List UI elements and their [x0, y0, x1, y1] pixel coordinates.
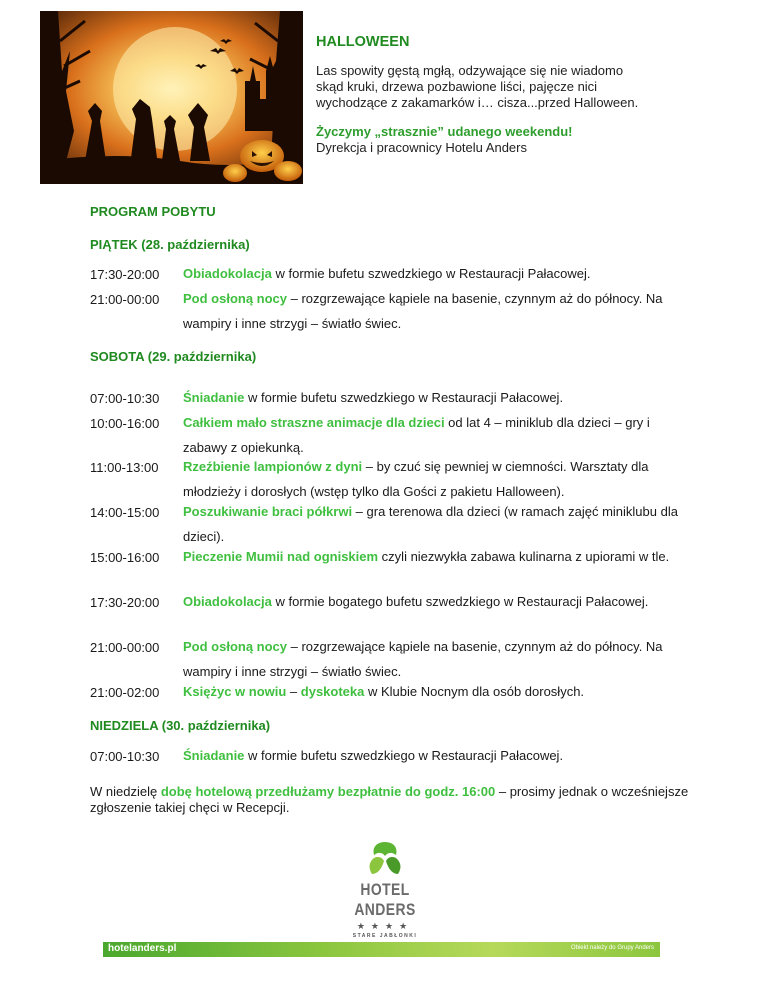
event-description — [183, 545, 683, 570]
program-title: PROGRAM POBYTU — [90, 204, 216, 219]
day-heading-sunday: NIEDZIELA (30. października) — [90, 718, 271, 733]
event-highlight: Obiadokolacja — [183, 266, 272, 281]
event-highlight: Całkiem mało straszne animacje dla dzieci — [183, 415, 445, 430]
event-highlight: Poszukiwanie braci półkrwi — [183, 504, 353, 519]
day-heading-saturday: SOBOTA (29. października) — [90, 349, 257, 364]
event-detail: w Klubie Nocnym dla osób dorosłych. — [364, 684, 585, 699]
event-description — [183, 455, 683, 504]
event-time: 14:00-15:00 — [90, 505, 160, 520]
event-description — [183, 680, 683, 705]
event-description — [183, 500, 683, 549]
event-detail: w formie bufetu szwedzkiego w Restauracji Pałacowej. — [244, 390, 564, 405]
event-time: 07:00-10:30 — [90, 391, 160, 406]
event-time: 21:00-00:00 — [90, 292, 160, 307]
checkout-note — [90, 784, 690, 816]
event-detail: – rozgrzewające kąpiele na basenie, czynnym aż do północy. Na wampiry i inne strzygi – światło świec. — [183, 291, 663, 331]
footer-bar — [103, 942, 660, 957]
event-detail: – by czuć się pewniej w ciemności. Warsztaty dla młodzieży i dorosłych (wstęp tylko dla Gości z pakietu Halloween). — [183, 459, 649, 499]
event-highlight: Pieczenie Mumii nad ogniskiem — [183, 549, 379, 564]
intro-line: Las spowity gęstą mgłą, odzywające się nie wiadomo — [316, 63, 624, 78]
event-highlight: Pod osłoną nocy — [183, 639, 288, 654]
event-time: 10:00-16:00 — [90, 416, 160, 431]
intro-line: wychodzące z zakamarków i… cisza...przed Halloween. — [316, 95, 639, 110]
event-detail: od lat 4 – miniklub dla dzieci – gry i zabawy z opiekunką. — [183, 415, 650, 455]
signature-text: Dyrekcja i pracownicy Hotelu Anders — [316, 140, 527, 155]
footer-group-text: Obiekt należy do Grupy Anders — [570, 945, 654, 951]
event-time: 21:00-00:00 — [90, 640, 160, 655]
day-heading-friday: PIĄTEK (28. października) — [90, 237, 250, 252]
intro-line: skąd kruki, drzewa pozbawione liści, pajęcze nici — [316, 79, 598, 94]
hotel-logo — [325, 840, 445, 939]
event-description — [183, 287, 683, 336]
event-time: 17:30-20:00 — [90, 267, 160, 282]
event-time: 07:00-10:30 — [90, 749, 160, 764]
event-detail: w formie bufetu szwedzkiego w Restauracji Pałacowej. — [271, 266, 591, 281]
event-detail: w formie bufetu szwedzkiego w Restauracji Pałacowej. — [244, 748, 564, 763]
hotel-anders-leaf-logo-icon — [366, 840, 404, 878]
footer-website-link[interactable]: hotelanders.pl — [108, 943, 177, 954]
event-highlight: Księżyc w nowiu — [183, 684, 287, 699]
event-time: 17:30-20:00 — [90, 595, 160, 610]
page-title: HALLOWEEN — [316, 34, 410, 50]
event-description — [183, 386, 683, 411]
event-time: 21:00-02:00 — [90, 685, 160, 700]
event-highlight: Obiadokolacja — [183, 594, 272, 609]
note-prefix: W niedzielę — [90, 784, 161, 799]
hotel-name: HOTEL ANDERS — [354, 880, 416, 919]
event-detail: – rozgrzewające kąpiele na basenie, czynnym aż do północy. Na wampiry i inne strzygi – światło świec. — [183, 639, 663, 679]
event-time: 15:00-16:00 — [90, 550, 160, 565]
note-suffix: – prosimy jednak o wcześniejsze zgłoszenie takiej chęci w Recepcji. — [90, 784, 689, 815]
event-description — [183, 635, 683, 684]
event-detail: w formie bogatego bufetu szwedzkiego w Restauracji Pałacowej. — [271, 594, 649, 609]
event-detail: czyli niezwykła zabawa kulinarna z upiorami w tle. — [378, 549, 670, 564]
hotel-location: STARE JABŁONKI — [352, 933, 418, 939]
hotel-stars: ★★★★ — [356, 921, 414, 931]
event-time: 11:00-13:00 — [90, 460, 159, 475]
event-highlight: Śniadanie — [183, 748, 245, 763]
event-highlight: Pod osłoną nocy — [183, 291, 288, 306]
intro-block — [316, 34, 716, 156]
halloween-hero-image — [40, 11, 303, 184]
event-description — [183, 262, 683, 287]
event-highlight: dyskoteka — [300, 684, 365, 699]
event-highlight: Rzeźbienie lampionów z dyni — [183, 459, 363, 474]
event-separator: – — [286, 684, 301, 699]
event-description — [183, 590, 683, 615]
event-description — [183, 744, 683, 769]
wish-text: Życzymy „strasznie” udanego weekendu! — [316, 124, 573, 139]
event-detail: – gra terenowa dla dzieci (w ramach zajęć miniklubu dla dzieci). — [183, 504, 678, 544]
event-highlight: Śniadanie — [183, 390, 245, 405]
event-description — [183, 411, 683, 460]
note-highlight: dobę hotelową przedłużamy bezpłatnie do godz. 16:00 — [160, 784, 496, 799]
